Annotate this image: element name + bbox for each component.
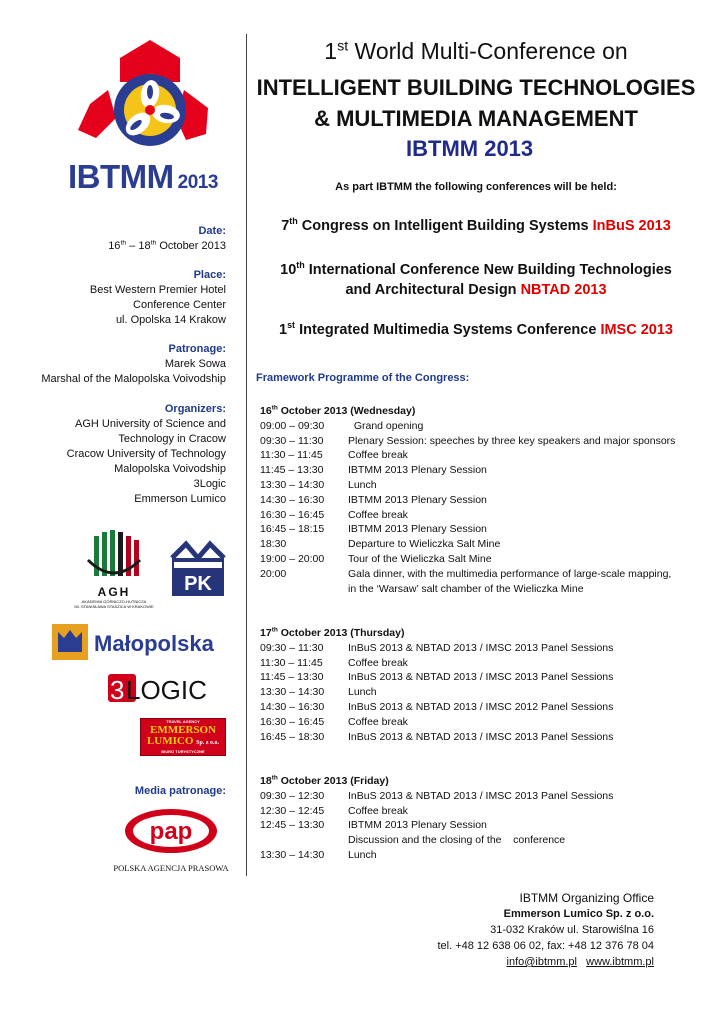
organizers-block: [0, 402, 240, 507]
day-heading: 16th October 2013 (Wednesday): [260, 404, 416, 417]
schedule-row: 09:00 – 09:30 Grand opening: [260, 419, 424, 432]
title-line-2: INTELLIGENT BUILDING TECHNOLOGIES: [256, 75, 696, 100]
patronage-line: Marshal of the Malopolska Voivodship: [41, 373, 226, 385]
schedule-row: 09:30 – 11:30 Plenary Session: speeches by three key speakers and major sponsors: [260, 434, 676, 447]
logo-name: IBTMM: [68, 158, 174, 195]
schedule-row: 11:45 – 13:30 InBuS 2013 & NBTAD 2013 / IMSC 2013 Panel Sessions: [260, 671, 614, 684]
as-part-text: As part IBTMM the following conferences will be held:: [335, 181, 617, 193]
conference-item: 10th International Conference New Building Technologies and Architectural Design NBTAD 2013: [280, 260, 672, 298]
svg-text:3: 3: [110, 675, 125, 704]
emmerson-line: LUMICO: [146, 735, 194, 747]
emmerson-suffix: Sp. z o.o.: [196, 740, 220, 746]
organizer-line: Cracow University of Technology: [66, 448, 226, 460]
day-heading: 17th October 2013 (Thursday): [260, 626, 405, 639]
office-email-link[interactable]: info@ibtmm.pl: [506, 956, 577, 968]
patronage-label: Patronage:: [168, 343, 226, 355]
title-line-3: & MULTIMEDIA MANAGEMENT: [314, 106, 638, 131]
date-value: 16th – 18th October 2013: [108, 239, 226, 252]
emmerson-line: EMMERSON: [150, 724, 216, 736]
svg-text:pap: pap: [149, 818, 193, 845]
ibtmm-logo: [68, 38, 228, 195]
schedule-row: 11:30 – 11:45 Coffee break: [260, 656, 408, 669]
office-address: 31-032 Kraków ul. Starowiślna 16: [490, 924, 654, 936]
pk-emblem-icon: [168, 540, 228, 598]
place-line: ul. Opolska 14 Krakow: [115, 314, 226, 326]
schedule-row: 20:00 Gala dinner, with the multimedia performance of large-scale mapping,: [260, 567, 672, 580]
conference-item: 7th Congress on Intelligent Building Systems InBuS 2013: [281, 216, 671, 234]
organizing-office: [437, 890, 654, 970]
svg-text:PK: PK: [184, 573, 212, 595]
organizers-label: Organizers:: [164, 403, 226, 415]
schedule-row: 13:30 – 14:30 Lunch: [260, 848, 377, 861]
agh-logo: [74, 530, 154, 610]
ibtmm-logo-text: [68, 158, 218, 196]
organizer-line: Technology in Cracow: [118, 433, 226, 445]
schedule-row: 13:30 – 14:30 Lunch: [260, 478, 377, 491]
emmerson-logo: [140, 718, 226, 756]
3logic-emblem-icon: [108, 672, 228, 704]
place-label: Place:: [193, 269, 226, 281]
3logic-logo: [108, 672, 228, 704]
schedule-row: 19:00 – 20:00 Tour of the Wieliczka Salt Mine: [260, 552, 492, 565]
place-block: [0, 268, 240, 328]
place-line: Best Western Premier Hotel: [89, 284, 226, 296]
place-line: Conference Center: [133, 299, 226, 311]
schedule-row: 11:30 – 11:45 Coffee break: [260, 449, 408, 462]
schedule-row: 09:30 – 11:30 InBuS 2013 & NBTAD 2013 / IMSC 2013 Panel Sessions: [260, 641, 614, 654]
organizer-line: AGH University of Science and: [74, 418, 226, 430]
framework-label: Framework Programme of the Congress:: [256, 372, 470, 384]
office-phone: tel. +48 12 638 06 02, fax: +48 12 376 78 04: [437, 940, 654, 952]
title-main: [256, 72, 696, 134]
day-heading: 18th October 2013 (Friday): [260, 774, 389, 787]
schedule-row: 12:45 – 13:30 IBTMM 2013 Plenary Session: [260, 819, 487, 832]
agh-name: AGH: [97, 585, 131, 599]
schedule-row: 16:30 – 16:45 Coffee break: [260, 508, 408, 521]
schedule-row: 14:30 – 16:30 IBTMM 2013 Plenary Session: [260, 493, 487, 506]
emmerson-top: TRAVEL AGENCY: [166, 719, 200, 724]
emmerson-bottom: BIURO TURYSTYCZNE: [161, 749, 205, 754]
schedule-row: 12:30 – 12:45 Coffee break: [260, 804, 408, 817]
agh-sub: AKADEMIA GÓRNICZO-HUTNICZA: [81, 599, 147, 604]
day-schedule: [260, 404, 700, 596]
day-schedule: [260, 626, 700, 744]
office-title: IBTMM Organizing Office: [519, 891, 654, 905]
office-company: Emmerson Lumico Sp. z o.o.: [503, 908, 654, 920]
schedule-row: 14:30 – 16:30 InBuS 2013 & NBTAD 2013 / IMSC 2012 Panel Sessions: [260, 700, 614, 713]
pap-sub: POLSKA AGENCJA PRASOWA: [113, 863, 229, 873]
malopolska-logo: [50, 622, 228, 662]
schedule-row: 16:30 – 16:45 Coffee break: [260, 715, 408, 728]
media-label: Media patronage:: [134, 785, 226, 797]
date-block: [0, 224, 240, 254]
agh-sub: IM. STANISŁAWA STASZICA W KRAKOWIE: [74, 604, 154, 609]
schedule-row: 16:45 – 18:15 IBTMM 2013 Plenary Session: [260, 523, 487, 536]
organizer-line: Emmerson Lumico: [134, 493, 226, 505]
svg-text:Małopolska: Małopolska: [94, 631, 214, 656]
schedule-row: 13:30 – 14:30 Lunch: [260, 686, 377, 699]
day-schedule: [260, 774, 700, 863]
title-event-code: IBTMM 2013: [406, 136, 534, 161]
organizer-line: Malopolska Voivodship: [114, 463, 226, 475]
patronage-line: Marek Sowa: [164, 358, 226, 370]
schedule-row: 11:45 – 13:30 IBTMM 2013 Plenary Session: [260, 464, 487, 477]
pap-emblem-icon: [112, 808, 230, 854]
schedule-row: 09:30 – 12:30 InBuS 2013 & NBTAD 2013 / IMSC 2013 Panel Sessions: [260, 789, 614, 802]
ibtmm-emblem-icon: [68, 38, 218, 156]
column-divider: [246, 34, 247, 876]
pap-logo: [112, 808, 230, 873]
conference-item: 1st Integrated Multimedia Systems Conference IMSC 2013: [278, 320, 673, 338]
malopolska-emblem-icon: [50, 622, 228, 662]
media-block: [0, 784, 240, 799]
schedule-row: Discussion and the closing of the conference: [348, 834, 566, 847]
title-line-1: 1st World Multi-Conference on: [324, 38, 628, 64]
logo-year: 2013: [177, 172, 218, 193]
office-web-link[interactable]: www.ibtmm.pl: [586, 956, 654, 968]
patronage-block: [0, 342, 240, 387]
schedule-row: 16:45 – 18:30 InBuS 2013 & NBTAD 2013 / IMSC 2013 Panel Sessions: [260, 730, 614, 743]
schedule-row: in the ‘Warsaw’ salt chamber of the Wieliczka Mine: [348, 582, 584, 595]
organizer-line: 3Logic: [193, 478, 226, 490]
pk-logo: [168, 540, 228, 598]
date-label: Date:: [198, 225, 226, 237]
svg-text:LOGIC: LOGIC: [126, 675, 207, 704]
agh-emblem-icon: [74, 530, 154, 582]
schedule-row: 18:30 Departure to Wieliczka Salt Mine: [260, 538, 501, 551]
